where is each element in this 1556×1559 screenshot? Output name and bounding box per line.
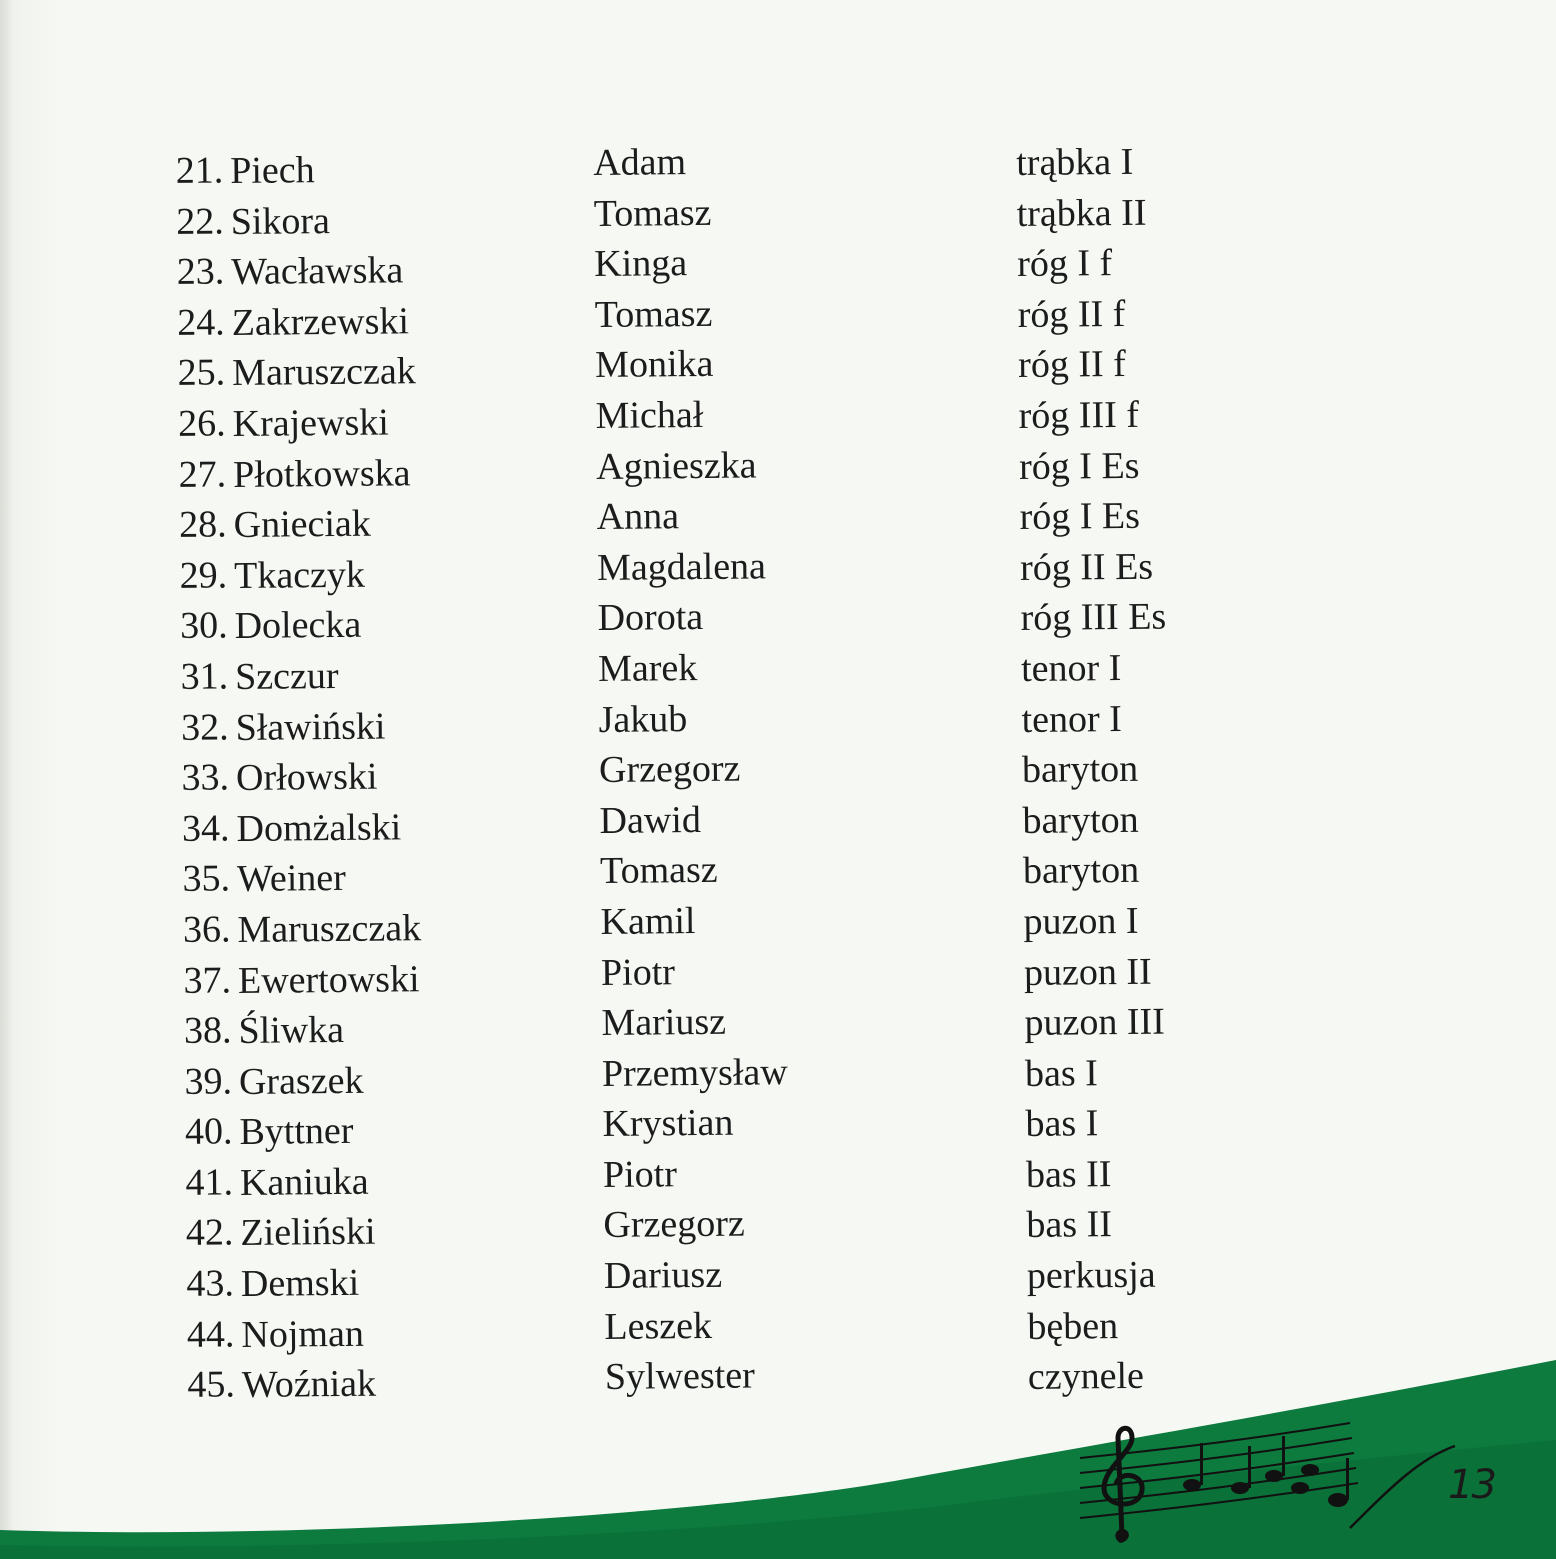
roster-first-name: Kamil [600,899,696,943]
roster-instrument: bas I [1024,1051,1098,1095]
treble-clef-music-staff-icon [1060,1418,1460,1558]
roster-surname: Kaniuka [239,1160,369,1204]
roster-instrument: baryton [1021,747,1139,792]
roster-number: 23. [176,250,225,294]
roster-instrument: róg II Es [1019,545,1154,589]
roster-surname: Śliwka [238,1009,345,1053]
roster-instrument: trąbka II [1016,191,1147,235]
roster-number: 42. [185,1211,234,1255]
roster-first-name: Magdalena [596,545,767,589]
roster-instrument: róg III f [1018,393,1140,437]
roster-surname: Demski [240,1261,360,1306]
roster-first-name: Dorota [597,596,704,640]
roster-first-name: Jakub [598,697,688,741]
roster-first-name: Grzegorz [598,747,741,792]
roster-first-name: Marek [597,646,698,690]
instrument-column [1016,134,1428,1403]
roster-number: 24. [176,301,225,344]
number-column [163,145,235,1410]
roster-first-name: Michał [595,393,704,437]
roster-first-name: Monika [594,343,714,387]
roster-instrument: bas II [1025,1153,1112,1196]
roster-surname: Gnieciak [233,502,371,547]
roster-surname: Sikora [230,199,331,243]
roster-first-name: Tomasz [593,191,712,235]
roster-first-name: Mariusz [601,1000,727,1045]
roster-number: 38. [183,1009,232,1052]
roster-surname: Domżalski [236,806,402,850]
roster-instrument: puzon I [1023,899,1139,943]
roster-number: 26. [177,402,226,445]
roster-first-name: Sylwester [604,1354,755,1399]
roster-surname: Maruszczak [237,907,422,951]
roster-instrument: róg I Es [1018,444,1140,488]
roster-first-name: Tomasz [594,292,713,336]
roster-number: 32. [180,705,229,749]
roster-number: 31. [180,655,229,698]
roster-instrument: puzon II [1023,950,1152,994]
roster-surname: Maruszczak [231,350,416,395]
roster-surname: Nojman [241,1312,365,1356]
roster-instrument: baryton [1022,798,1139,842]
roster-first-name: Tomasz [599,849,718,893]
roster-surname: Zieliński [240,1211,376,1255]
roster-surname: Graszek [238,1059,364,1103]
page-number: 13 [1448,1462,1495,1508]
roster-first-name: Adam [593,141,687,184]
roster-instrument: róg III Es [1020,595,1167,640]
roster-number: 44. [186,1313,235,1356]
roster-first-name: Dawid [599,798,702,842]
roster-first-name: Agnieszka [595,444,757,488]
roster-surname: Weiner [236,857,347,901]
roster-number: 36. [182,908,231,951]
roster-instrument: tenor I [1021,697,1123,741]
roster-number: 40. [184,1110,233,1154]
roster-instrument: bas I [1025,1102,1099,1146]
roster-surname: Ewertowski [237,957,420,1002]
roster-instrument: tenor I [1020,646,1122,690]
roster-number: 25. [177,351,226,395]
roster-first-name: Grzegorz [603,1203,745,1247]
roster-surname: Dolecka [234,604,362,648]
roster-instrument: czynele [1027,1355,1145,1399]
roster-surname: Piech [230,149,315,192]
surname-column [230,143,582,1411]
roster-surname: Tkaczyk [233,553,366,597]
roster-first-name: Krystian [602,1101,734,1146]
roster-number: 27. [178,452,227,496]
roster-first-name: Leszek [604,1304,713,1348]
roster-number: 34. [181,807,230,850]
roster-instrument: róg I Es [1019,494,1141,539]
roster-number: 37. [183,958,232,1002]
roster-instrument: róg I f [1017,242,1113,286]
roster-instrument: baryton [1022,849,1140,893]
roster-instrument: bas II [1026,1203,1113,1247]
roster-first-name: Piotr [602,1153,678,1196]
roster-surname: Płotkowska [232,451,411,496]
roster-instrument: puzon III [1024,1000,1166,1045]
roster-instrument: perkusja [1026,1253,1156,1298]
roster-first-name: Przemysław [601,1050,788,1095]
roster-surname: Wacławska [231,249,404,294]
roster-number: 33. [181,756,230,799]
roster-number: 29. [179,554,228,597]
roster-first-name: Piotr [600,950,676,994]
roster-surname: Byttner [239,1110,354,1154]
roster-surname: Szczur [234,654,339,698]
roster-instrument: róg II f [1017,292,1126,336]
first-name-column [593,134,1005,1403]
roster-surname: Zakrzewski [231,300,410,344]
roster-first-name: Kinga [594,242,688,286]
roster-number: 30. [179,604,228,648]
roster-instrument: róg II f [1017,343,1127,387]
roster-surname: Orłowski [235,755,378,800]
roster-first-name: Anna [596,495,680,539]
roster-number: 39. [184,1060,233,1103]
roster-instrument: bęben [1027,1304,1119,1348]
roster-number: 22. [176,200,224,243]
roster-number: 35. [182,857,231,901]
roster-number: 21. [175,149,224,192]
roster-number: 45. [187,1363,236,1407]
roster-number: 41. [185,1161,234,1204]
roster-number: 43. [186,1262,235,1305]
roster-surname: Sławiński [235,705,386,749]
roster-instrument: trąbka I [1016,140,1134,184]
roster-surname: Woźniak [241,1362,377,1407]
roster-surname: Krajewski [232,401,390,445]
roster-number: 28. [178,503,227,547]
roster-first-name: Dariusz [603,1253,723,1298]
